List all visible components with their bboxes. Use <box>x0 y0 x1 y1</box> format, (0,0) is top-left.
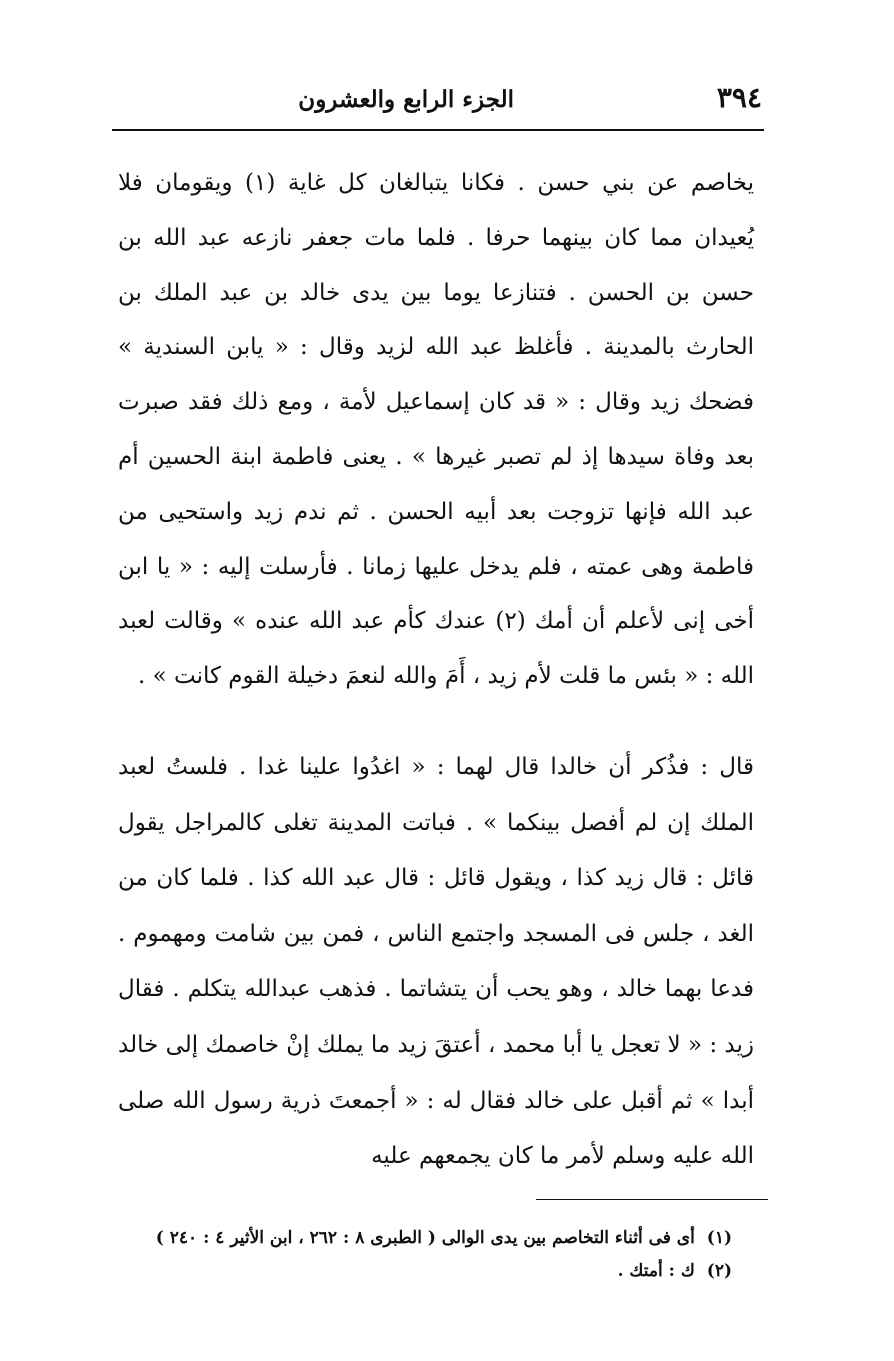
footnote-2-text: ك : أمتك . <box>617 1261 695 1281</box>
footnote-2 <box>128 1255 732 1288</box>
footnote-1-marker: (١) <box>706 1228 732 1248</box>
paragraph-2-text: قال : فذُكر أن خالدا قال لهما : « اغدُوا علينا غدا . فلستُ لعبد الملك إن لم أفصل بينكما » . فباتت المدينة تغلى كالمراجل يقول قائل : قال زيد كذا ، ويقول قائل : قال عبد الله كذا . فلما كان من الغد ، جلس فى المسجد واجتمع الناس ، فمن بين شامت ومهموم . فدعا بهما خالد ، وهو يحب أن يتشاتما . فذهب عبدالله يتكلم . فقال زيد : « لا تعجل يا أبا محمد ، أعتقَ زيد ما يملك إنْ خاصمك إلى خالد أبدا » ثم أقبل على خالد فقال له : « أجمعتَ ذرية رسول الله صلى الله عليه وسلم لأمر ما كان يجمعهم عليه <box>118 754 754 1170</box>
footnote-rule <box>536 1199 768 1200</box>
paragraph-1-text: يخاصم عن بني حسن . فكانا يتبالغان كل غاية (١) ويقومان فلا يُعيدان مما كان بينهما حرفا . فلما مات جعفر نازعه عبد الله بن حسن بن الحسن . فتنازعا يوما بين يدى خالد بن عبد الملك بن الحارث بالمدينة . فأغلظ عبد الله لزيد وقال : « يابن السندية » فضحك زيد وقال : « قد كان إسماعيل لأمة ، ومع ذلك فقد صبرت بعد وفاة سيدها إذ لم تصبر غيرها » . يعنى فاطمة ابنة الحسين أم عبد الله فإنها تزوجت بعد أبيه الحسن . ثم ندم زيد واستحيى من فاطمة وهى عمته ، فلم يدخل عليها زمانا . فأرسلت إليه : « يا ابن أخى إنى لأعلم أن أمك (٢) عندك كأم عبد الله عنده » وقالت لعبد الله : « بئس ما قلت لأم زيد ، أَمَ والله لنعمَ دخيلة القوم كانت » . <box>118 170 754 690</box>
footnote-2-marker: (٢) <box>706 1261 732 1281</box>
footnote-1 <box>128 1222 732 1255</box>
footnotes <box>128 1222 732 1288</box>
header-rule <box>112 129 764 131</box>
paragraph-2 <box>118 740 754 1185</box>
running-title: الجزء الرابع والعشرون <box>298 86 514 113</box>
page-number: ٣٩٤ <box>716 81 762 114</box>
page-header <box>112 78 762 122</box>
paragraph-1 <box>118 156 754 704</box>
footnote-1-text: أى فى أثناء التخاصم بين يدى الوالى ( الطبرى ٨ : ٢٦٢ ، ابن الأثير ٤ : ٢٤٠ ) <box>155 1228 695 1248</box>
